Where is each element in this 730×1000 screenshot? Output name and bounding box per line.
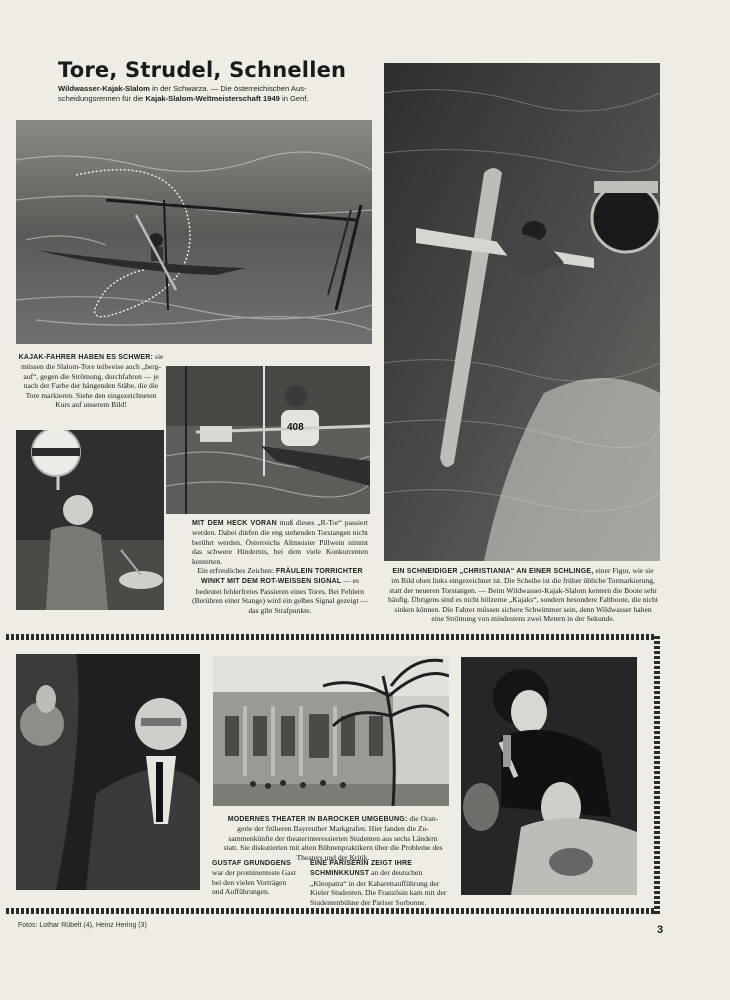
photo-pariserin [461,657,637,895]
caption-text: die Orangerie der früheren Bayreuther Markgrafen. Hier fanden die Zusammenkünfte der theaterinteressierten Studenten aus sechs Ländern statt. Sie diskutierten mit alten Bühnenpraktikern über die Probleme des Theaters und der Kritik. [223,814,443,862]
caption-lead: GUSTAF GRUNDGENS [212,860,291,867]
caption-lead: KAJAK-FAHRER HABEN ES SCHWER: [18,354,154,361]
subhead-text: in der Schwarza. — Die österreichischen Ausscheidungsrennen für die [58,84,307,103]
caption-lead: MIT DEM HECK VORAN [192,520,277,527]
frame-right [654,634,660,914]
subhead-bold: Wildwasser-Kajak-Slalom [58,84,150,93]
photo-paddler-408 [166,366,370,514]
caption-lead: FRÄULEIN TORRICHTER WINKT MIT DEM ROT-WEISSEN SIGNAL [201,568,363,586]
photo-kayak-slalom-course [16,120,372,344]
caption-theater [222,814,444,862]
caption-heck-voran [192,518,368,566]
frame-top [6,634,660,640]
caption-torrichter [192,566,368,615]
caption-lead: EIN SCHNEIDIGER „CHRISTIANIA“ AN EINER SCHLINGE, [392,568,594,575]
caption-text: — es bedeutet fehlerfreies Passieren eines Tores. Bei Fehlern (Berühren einer Stange) wird ein gelbes Signal gezeigt — das gibt Strafpunkte. [192,576,368,615]
photo-torrichter [16,430,164,610]
photo-gruendgens [16,654,200,890]
caption-text: sie müssen die Slalom-Tore teilweise auch „bergauf“, gegen die Strömung, durchfahren — je nach der Farbe der hängenden Stäbe, die die Tore markieren. Siehe den eingezeichneten Kurs auf unserem Bild! [21,352,164,410]
caption-intro: Ein erfreuliches Zeichen: [197,566,276,575]
caption-lead: EINE PARISERIN ZEIGT IHRE SCHMINKKUNST [310,860,413,878]
frame-bottom [6,908,660,914]
caption-lead: MODERNES THEATER IN BAROCKER UMGEBUNG: [227,816,408,823]
photo-kayak-christiania [384,63,660,561]
page-number: 3 [657,924,664,936]
caption-text: an der deutschen „Kleopatra“ in der Kabarettaufführung der Kieler Studenten. Die Französin kam mit der Studentenbühne der Pariser Sorbonne. [310,868,447,907]
caption-text: war der prominenteste Gast bei den vielen Vorträgen und Aufführungen. [212,868,296,897]
caption-kayak-schwer [18,352,164,409]
photo-orangerie [213,656,449,806]
page-headline: Tore, Strudel, Schnellen [58,58,347,82]
subhead-end: in Genf. [279,94,309,103]
photo-credit: Fotos: Lothar Rübelt (4), Heinz Hering (3) [18,922,147,929]
caption-pariserin [310,858,450,907]
subhead-bold-2: Kajak-Slalom-Weltmeisterschaft 1949 [145,94,280,103]
caption-gruendgens [212,858,298,897]
bib-number: 408 [287,422,304,433]
caption-text: einer Figur, wie sie im Bild oben links eingezeichnet ist. Die Scheibe ist die früher übliche Tormarkierung, statt der neueren Torstangen. — Beim Wildwasser-Kajak-Slalom kentern die Boote sehr häufig. Übrigens sind es nicht hölzerne „Kajaks“, sondern besondere Faltboote, die nicht sinken können. Die Fahrer müssen sichere Schwimmer sein, denn Wildwasser haben eine Strömung von mindestens zwei Metern in der Sekunde. [388,566,658,624]
page-subhead [58,84,358,104]
caption-christiania [388,566,658,623]
caption-text: muß dieses „R-Tor“ passiert werden. Dabei dürfen die eng stehenden Torstangen nicht berührt werden. Österreichs Altmeister Pillwein nimmt das schwere Hindernis, bei dem viele Konkurrenten kenterten. [192,518,368,566]
